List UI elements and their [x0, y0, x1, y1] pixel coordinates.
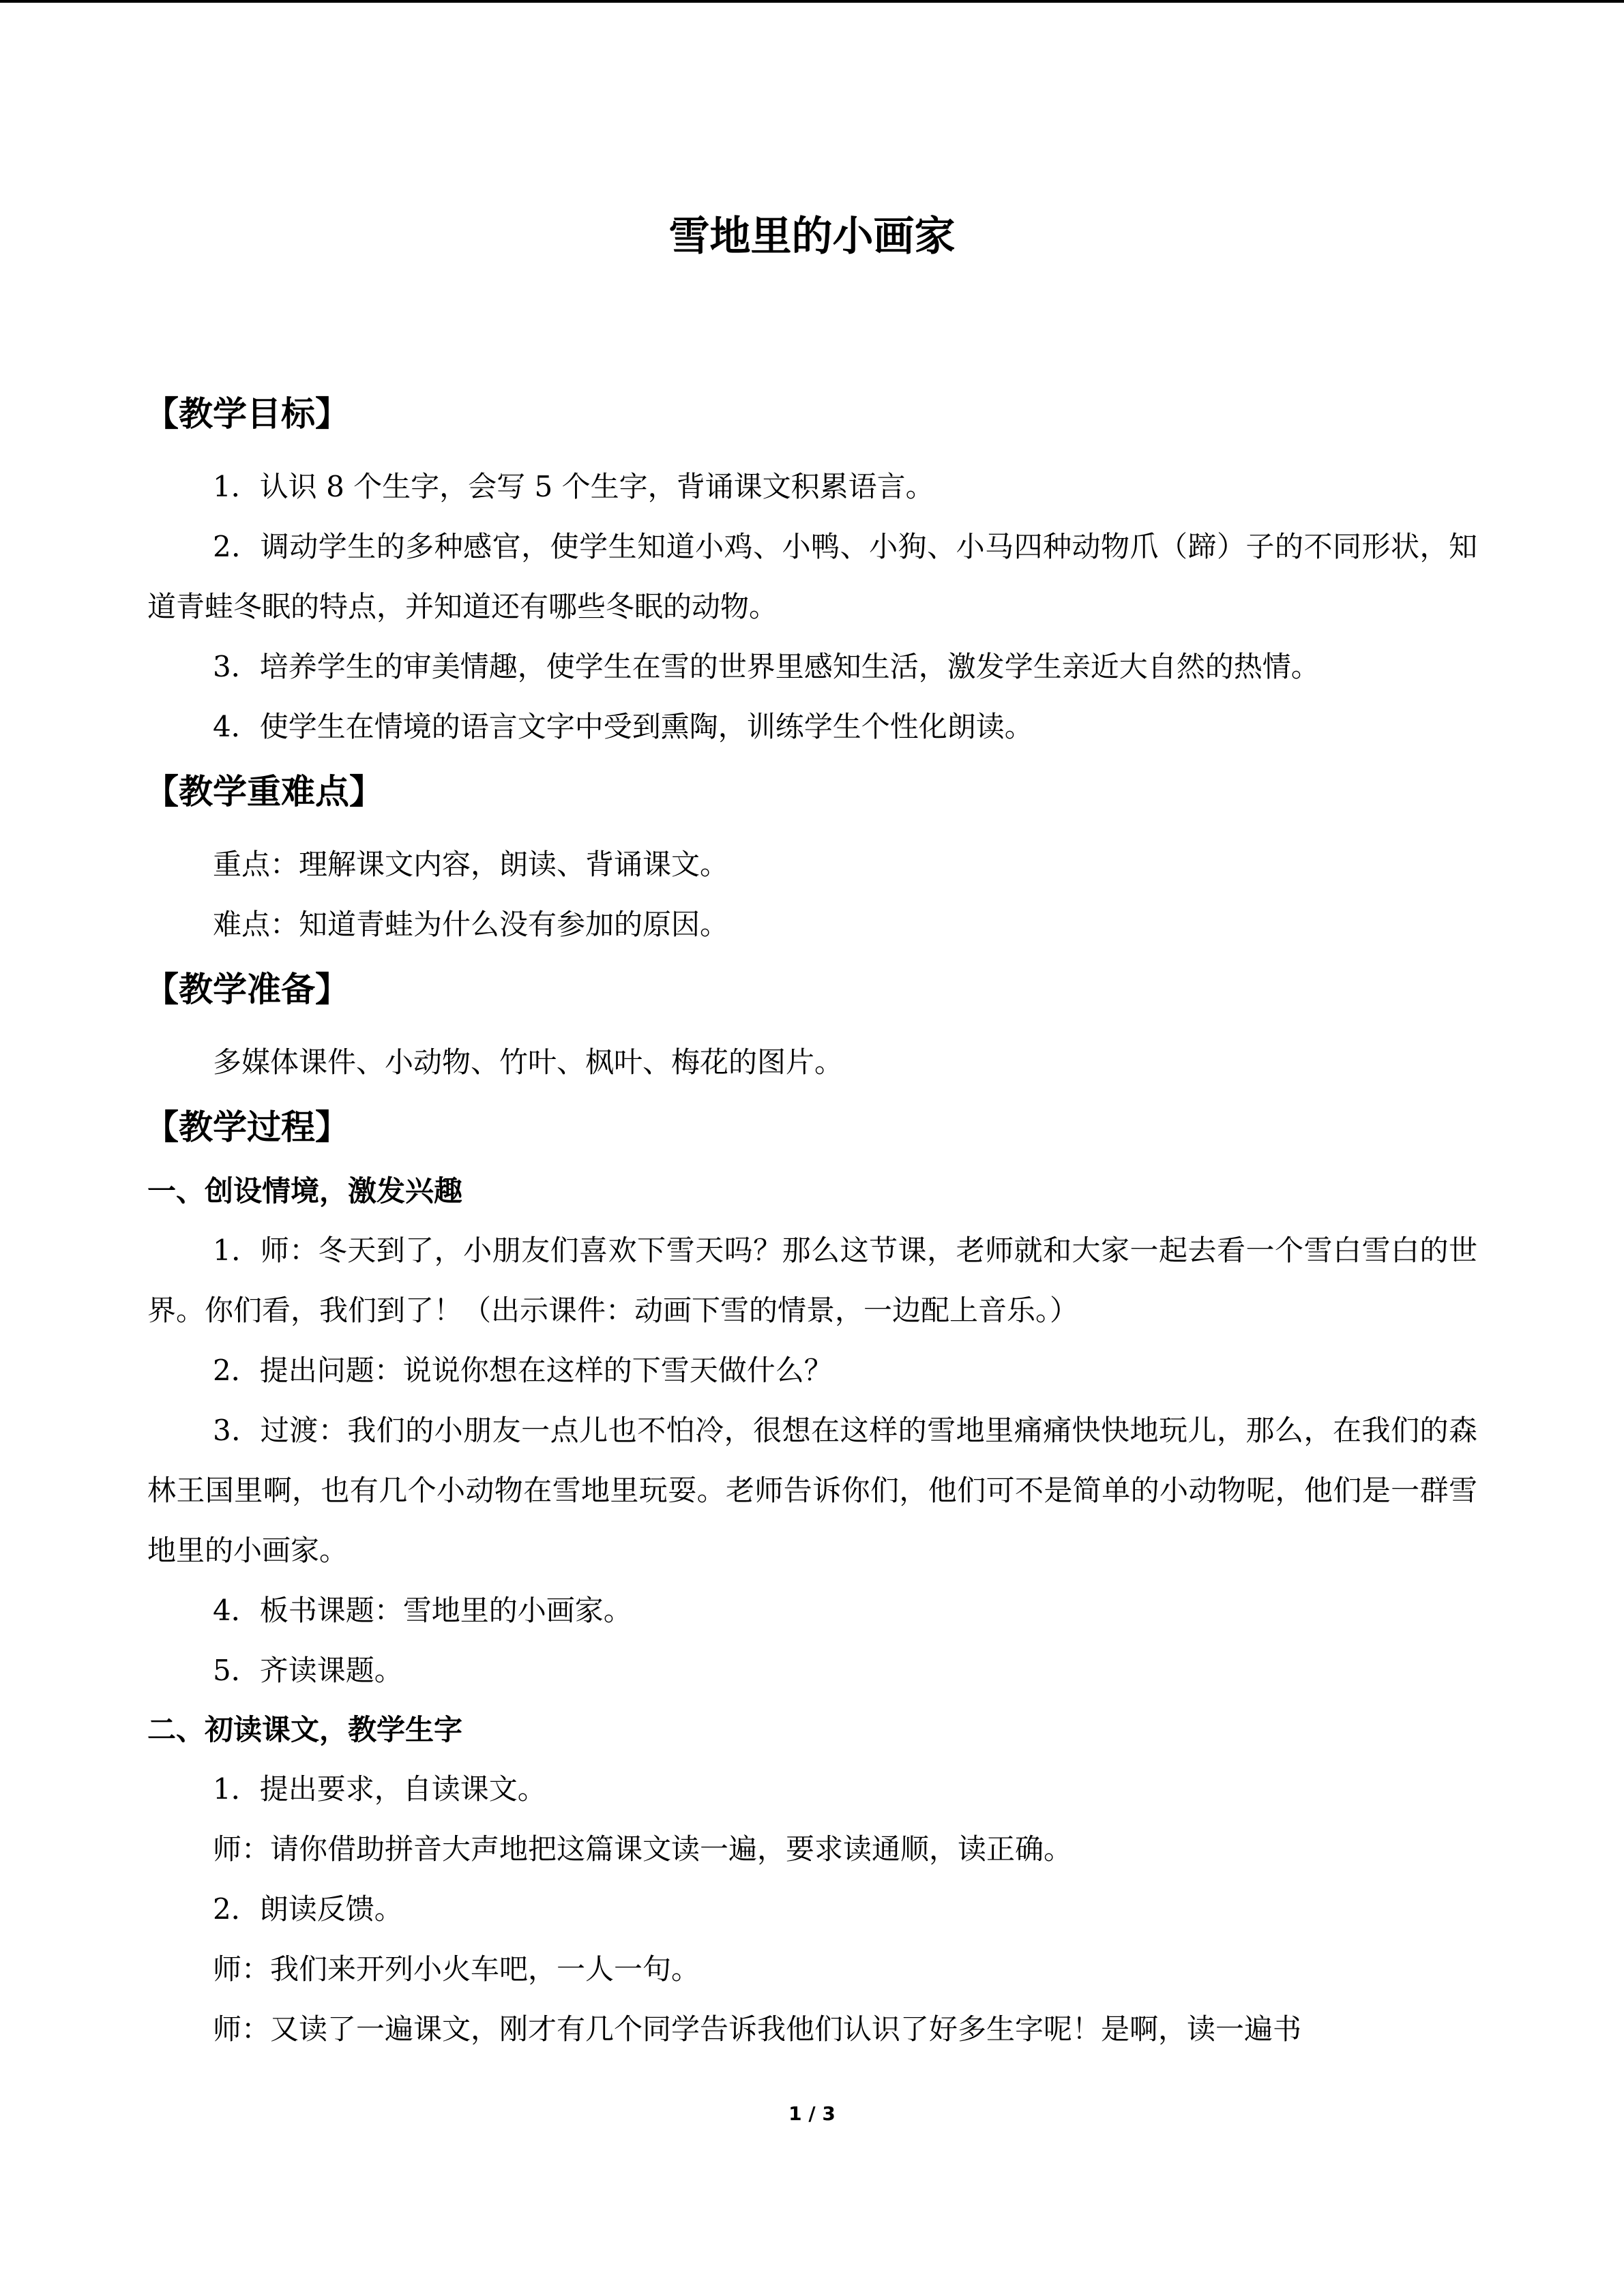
objective-item: 2．调动学生的多种感官，使学生知道小鸡、小鸭、小狗、小马四种动物爪（蹄）子的不同形状，知道青蛙冬眠的特点，并知道还有哪些冬眠的动物。 [147, 530, 1477, 623]
key-point-item: 难点：知道青蛙为什么没有参加的原因。 [213, 908, 729, 941]
objective-item: 4．使学生在情境的语言文字中受到熏陶，训练学生个性化朗读。 [213, 710, 1033, 743]
process-item: 5．齐读课题。 [213, 1654, 403, 1687]
document-body [147, 385, 1477, 2059]
preparation-item: 多媒体课件、小动物、竹叶、枫叶、梅花的图片。 [213, 1045, 844, 1079]
process-item: 3．过渡：我们的小朋友一点儿也不怕冷，很想在这样的雪地里痛痛快快地玩儿，那么，在我们的森林王国里啊，也有几个小动物在雪地里玩耍。老师告诉你们，他们可不是简单的小动物呢，他们是一群雪地里的小画家。 [147, 1414, 1477, 1567]
process-item: 2．朗读反馈。 [213, 1892, 403, 1926]
subsection-heading-part2: 二、初读课文，教学生字 [147, 1713, 463, 1746]
process-item: 1．提出要求，自读课文。 [213, 1772, 546, 1806]
objective-item: 3．培养学生的审美情趣，使学生在雪的世界里感知生活，激发学生亲近大自然的热情。 [213, 650, 1320, 683]
process-item: 2．提出问题：说说你想在这样的下雪天做什么？ [213, 1354, 833, 1387]
process-item: 师：又读了一遍课文，刚才有几个同学告诉我他们认识了好多生字呢！是啊，读一遍书 [213, 2012, 1302, 2046]
section-heading-key-points: 【教学重难点】 [145, 772, 383, 811]
document-title: 雪地里的小画家 [668, 213, 956, 260]
subsection-heading-part1: 一、创设情境，激发兴趣 [147, 1174, 463, 1208]
section-heading-objectives: 【教学目标】 [145, 394, 349, 434]
page-number: 1 / 3 [788, 2102, 836, 2125]
process-item: 师：我们来开列小火车吧，一人一句。 [213, 1952, 700, 1986]
top-border-line [0, 0, 1624, 3]
section-heading-process: 【教学过程】 [145, 1107, 349, 1147]
objective-item: 1．认识 8 个生字，会写 5 个生字，背诵课文积累语言。 [213, 470, 934, 503]
process-item: 师：请你借助拼音大声地把这篇课文读一遍，要求读通顺，读正确。 [213, 1832, 1073, 1866]
process-item: 1．师：冬天到了，小朋友们喜欢下雪天吗？那么这节课，老师就和大家一起去看一个雪白雪白的世界。你们看，我们到了！（出示课件：动画下雪的情景，一边配上音乐。） [147, 1234, 1477, 1327]
section-heading-preparation: 【教学准备】 [145, 970, 349, 1009]
process-item: 4．板书课题：雪地里的小画家。 [213, 1594, 632, 1627]
key-point-item: 重点：理解课文内容，朗读、背诵课文。 [213, 848, 729, 881]
